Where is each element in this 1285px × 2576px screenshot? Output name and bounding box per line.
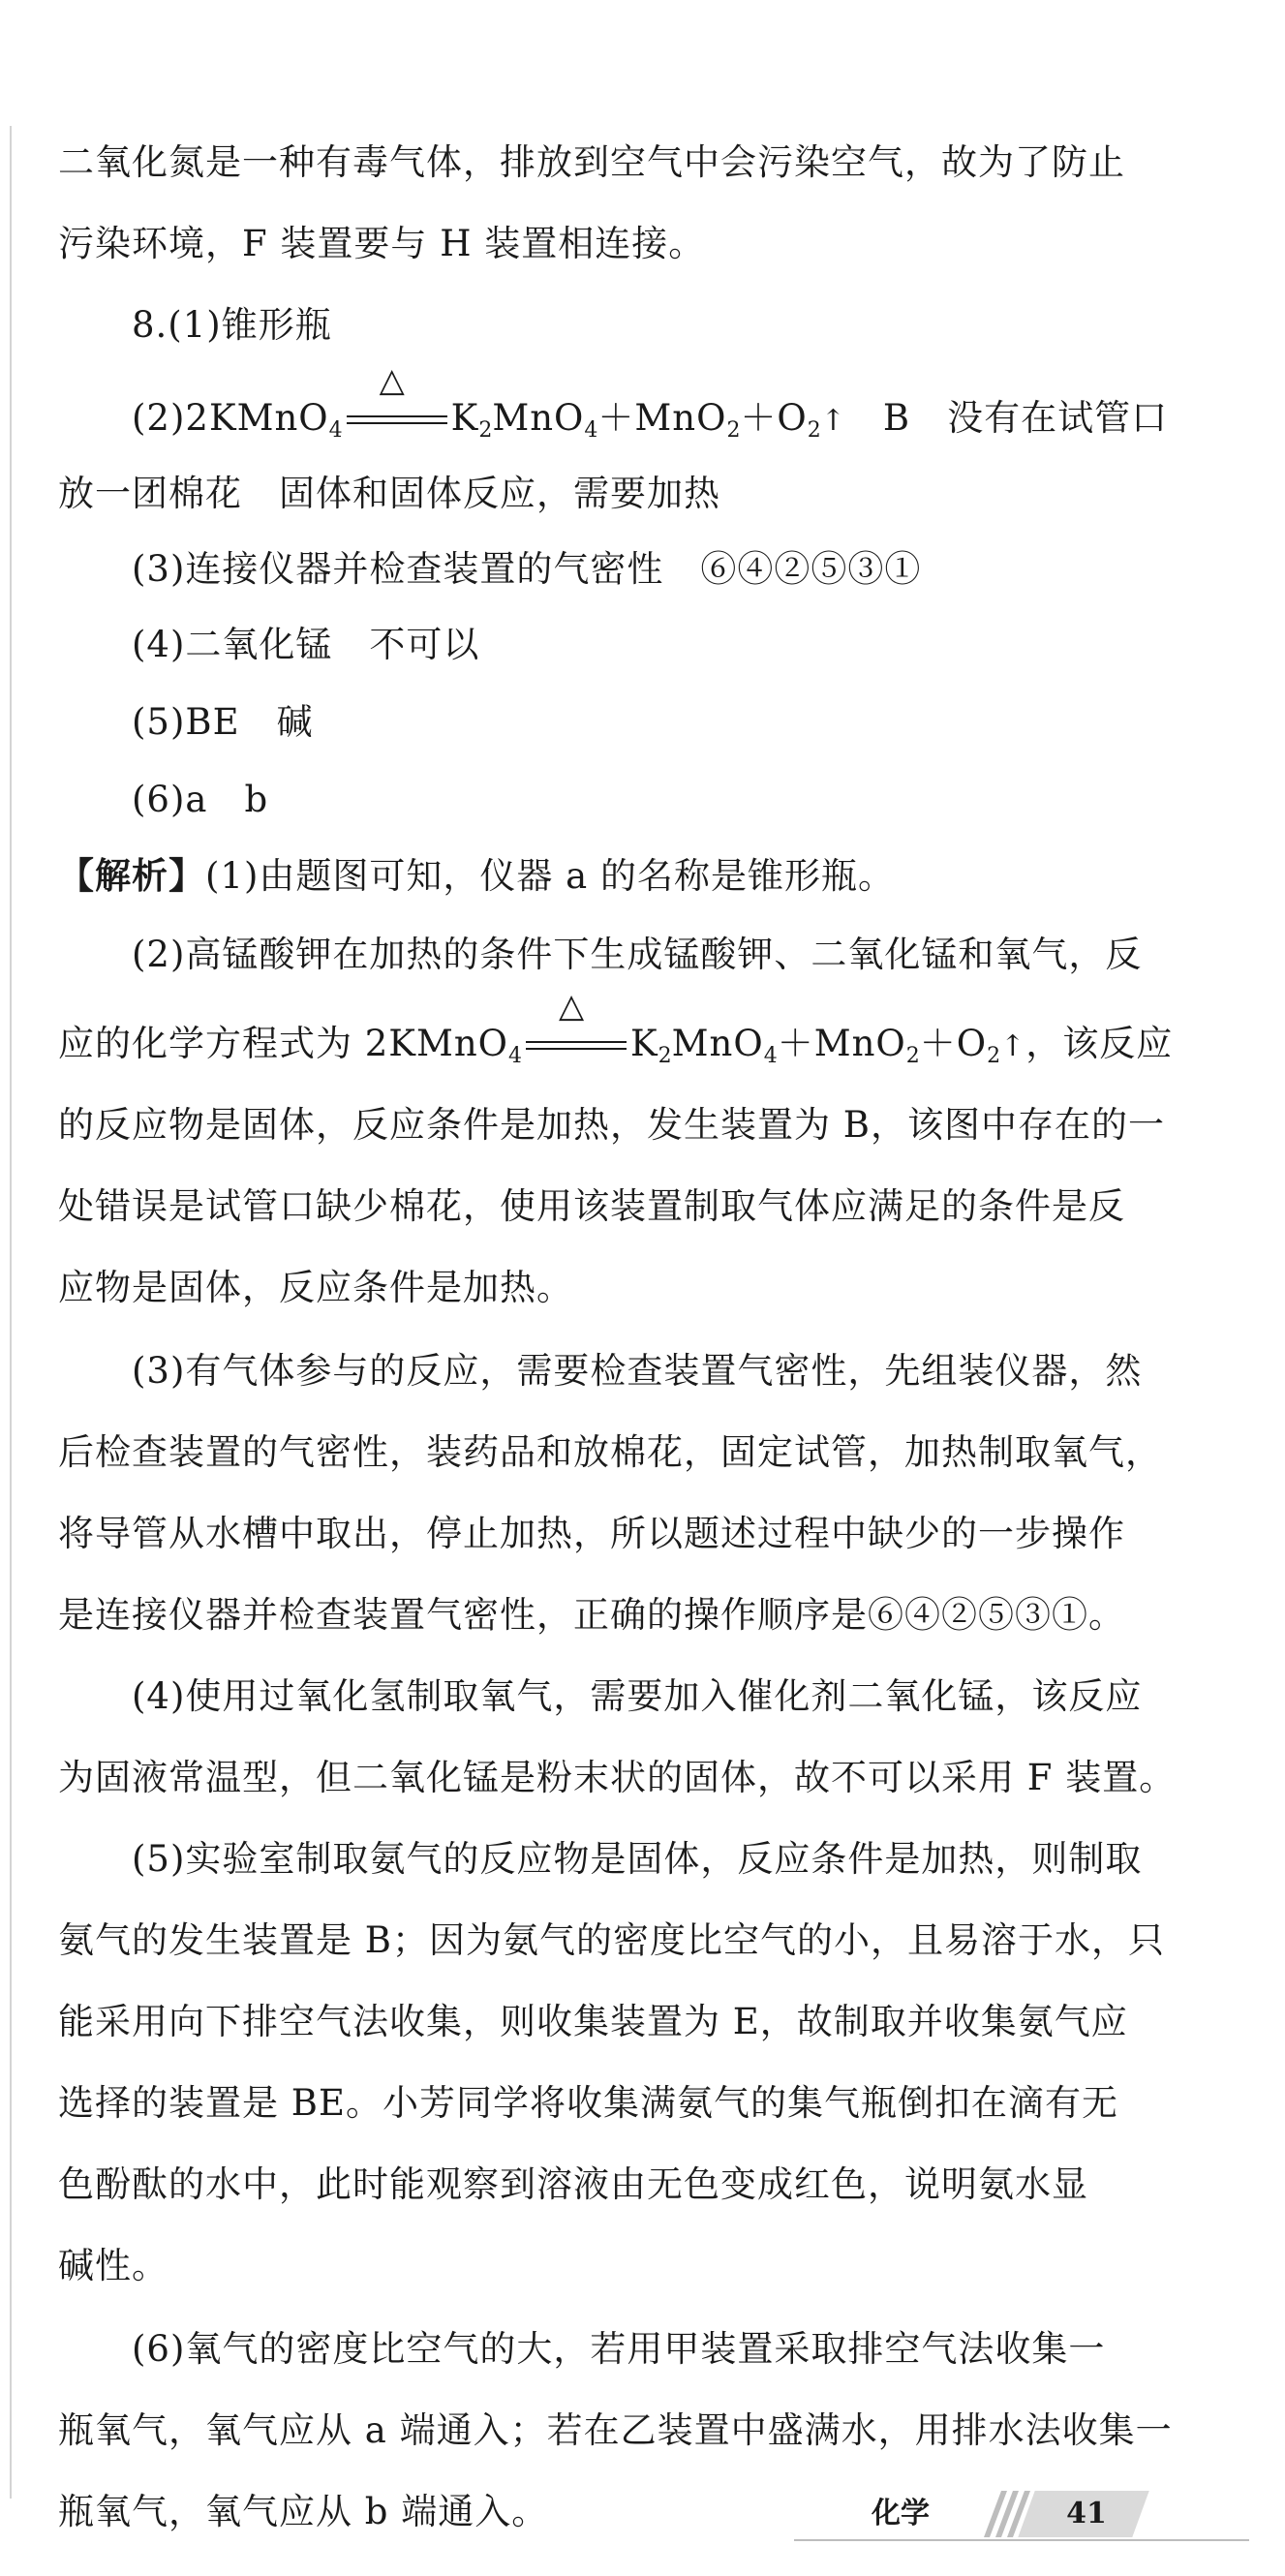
text-line: (4)使用过氧化氢制取氧气，需要加入催化剂二氧化锰，该反应 xyxy=(132,1675,1143,1717)
heat-triangle-icon: △ xyxy=(379,361,406,400)
heating-condition-sign xyxy=(343,361,451,440)
subscript: 2 xyxy=(658,1044,672,1068)
answer-8-1: 8.(1)锥形瓶 xyxy=(132,304,332,346)
analysis-line xyxy=(58,854,895,898)
subscript: 2 xyxy=(987,1044,1001,1068)
text-line: 瓶氧气，氧气应从 a 端通入；若在乙装置中盛满水，用排水法收集一 xyxy=(58,2409,1173,2451)
equation-tail: ，该反应 xyxy=(1025,1023,1174,1064)
equation-reactant: 应的化学方程式为 2KMnO xyxy=(58,1023,508,1064)
text-line: 处错误是试管口缺少棉花，使用该装置制取气体应满足的条件是反 xyxy=(58,1185,1125,1227)
page-footer xyxy=(794,2487,1249,2545)
margin-rule xyxy=(10,126,12,2499)
equation-product: ＋MnO xyxy=(597,397,727,439)
answer-8-5: (5)BE 碱 xyxy=(132,701,314,743)
subscript: 2 xyxy=(905,1044,920,1068)
subscript: 4 xyxy=(763,1044,778,1068)
text-line: 碱性。 xyxy=(58,2245,168,2286)
text-line: 能采用向下排空气法收集，则收集装置为 E，故制取并收集氨气应 xyxy=(58,2001,1128,2042)
heating-condition-sign xyxy=(522,987,630,1065)
equation-product: K xyxy=(630,1023,658,1064)
subscript: 2 xyxy=(807,418,821,443)
subscript: 2 xyxy=(478,418,493,443)
equation-product: K xyxy=(450,397,479,439)
equation-product: ＋O xyxy=(919,1023,988,1064)
subscript: 4 xyxy=(584,418,598,443)
text-line: 将导管从水槽中取出，停止加热，所以题述过程中缺少的一步操作 xyxy=(58,1513,1125,1554)
heat-triangle-icon: △ xyxy=(559,987,586,1026)
equation-tail: B 没有在试管口 xyxy=(845,397,1169,439)
text-line: 的反应物是固体，反应条件是加热，发生装置为 B，该图中存在的一 xyxy=(58,1104,1165,1146)
analysis-text: (1)由题图可知，仪器 a 的名称是锥形瓶。 xyxy=(205,855,895,897)
gas-arrow-icon: ↑ xyxy=(1000,1029,1026,1063)
answer-8-3: (3)连接仪器并检查装置的气密性 ⑥④②⑤③① xyxy=(132,548,922,590)
subscript: 2 xyxy=(726,418,741,443)
page-number: 41 xyxy=(1066,2497,1107,2530)
text-line: 为固液常温型，但二氧化锰是粉末状的固体，故不可以采用 F 装置。 xyxy=(58,1757,1177,1798)
equation-line xyxy=(58,987,1174,1078)
subscript: 4 xyxy=(508,1044,522,1068)
text-line: 后检查装置的气密性，装药品和放棉花，固定试管，加热制取氧气， xyxy=(58,1431,1162,1473)
answer-8-2-equation xyxy=(132,361,1169,452)
answer-8-4: (4)二氧化锰 不可以 xyxy=(132,624,480,665)
text-line: (2)高锰酸钾在加热的条件下生成锰酸钾、二氧化锰和氧气，反 xyxy=(132,934,1143,975)
footer-divider xyxy=(794,2539,1249,2541)
equation-product: MnO xyxy=(492,397,585,439)
subscript: 4 xyxy=(328,418,343,443)
equation-reactant: (2)2KMnO xyxy=(132,397,329,439)
text-line: 放一团棉花 固体和固体反应，需要加热 xyxy=(58,473,720,514)
equation-product: MnO xyxy=(671,1023,764,1064)
text-line: (3)有气体参与的反应，需要检查装置气密性，先组装仪器，然 xyxy=(132,1350,1143,1392)
text-line: 污染环境，F 装置要与 H 装置相连接。 xyxy=(58,223,706,264)
answer-8-6: (6)a b xyxy=(132,779,269,820)
equation-product: ＋MnO xyxy=(777,1023,906,1064)
text-line: 应物是固体，反应条件是加热。 xyxy=(58,1267,573,1308)
analysis-tag: 【解析】 xyxy=(58,854,205,897)
text-line: 瓶氧气，氧气应从 b 端通入。 xyxy=(58,2491,549,2532)
text-line: (6)氧气的密度比空气的大，若用甲装置采取排空气法收集一 xyxy=(132,2328,1106,2370)
gas-arrow-icon: ↑ xyxy=(820,404,846,438)
text-line: 选择的装置是 BE。小芳同学将收集满氨气的集气瓶倒扣在滴有无 xyxy=(58,2082,1118,2124)
equation-product: ＋O xyxy=(740,397,808,439)
text-line: 是连接仪器并检查装置气密性，正确的操作顺序是⑥④②⑤③①。 xyxy=(58,1594,1125,1636)
text-line: 氨气的发生装置是 B；因为氨气的密度比空气的小，且易溶于水，只 xyxy=(58,1919,1165,1961)
text-line: (5)实验室制取氨气的反应物是固体，反应条件是加热，则制取 xyxy=(132,1838,1143,1880)
text-line: 二氧化氮是一种有毒气体，排放到空气中会污染空气，故为了防止 xyxy=(58,141,1125,183)
text-line: 色酚酞的水中，此时能观察到溶液由无色变成红色，说明氨水显 xyxy=(58,2163,1088,2205)
footer-subject: 化学 xyxy=(872,2497,930,2530)
